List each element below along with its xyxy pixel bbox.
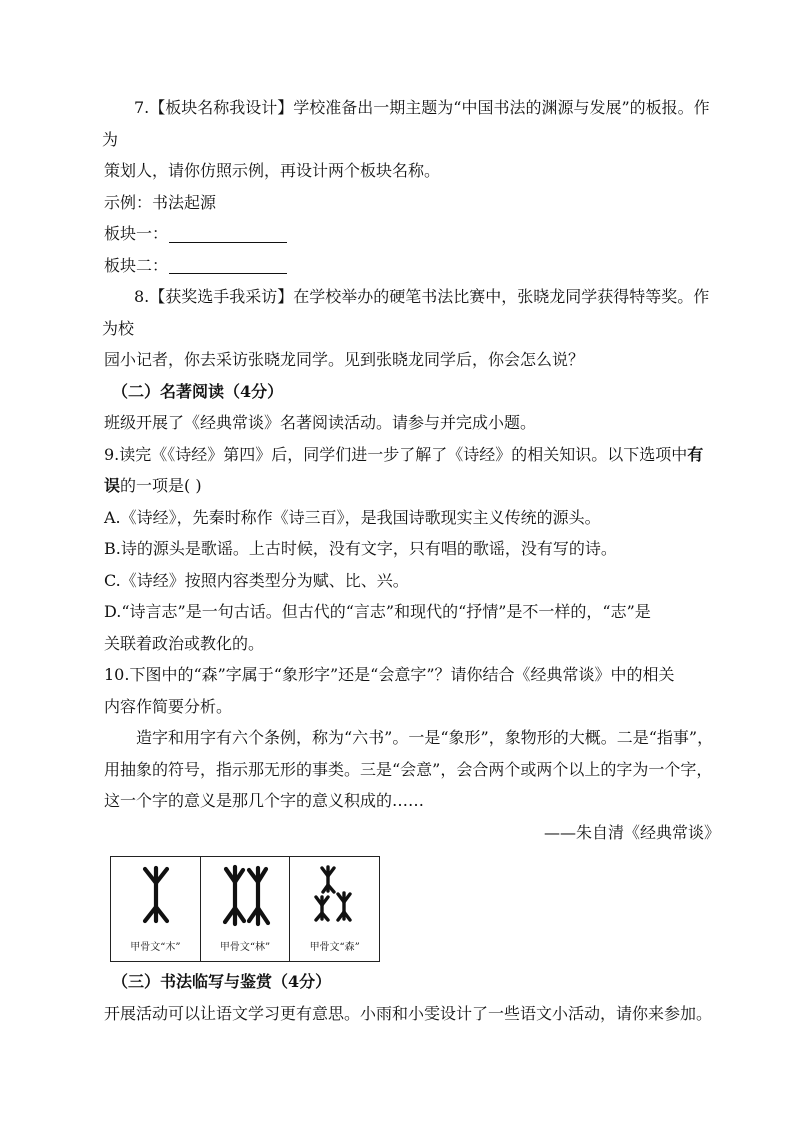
q9-option-b[interactable]: B.诗的源头是歌谣。上古时候，没有文字，只有唱的歌谣，没有写的诗。 <box>104 539 617 558</box>
section3-title: （三）书法临写与鉴赏（4分） <box>112 972 332 991</box>
q10-line2: 内容作简要分析。 <box>104 696 233 716</box>
q7-line2: 策划人，请你仿照示例，再设计两个板块名称。 <box>104 161 441 180</box>
caption-mu: 甲骨文“木” <box>130 942 181 953</box>
q9-option-d-line1[interactable]: D.“诗言志”是一句古话。但古代的“言志”和现代的“抒情”是不一样的，“志”是 <box>104 602 651 621</box>
caption-lin: 甲骨文“林” <box>219 942 271 953</box>
section3-intro: 开展活动可以让语文学习更有意思。小雨和小雯设计了一些语文小活动，请你来参加。 <box>104 1003 713 1023</box>
q7-board1-row <box>104 218 722 250</box>
oracle-sen-glyph <box>290 863 379 931</box>
caption-sen: 甲骨文“森” <box>309 942 360 953</box>
oracle-bone-figure <box>110 856 380 962</box>
q7-board2-label: 板块二： <box>104 255 169 275</box>
q8-line2: 园小记者，你去采访张晓龙同学。见到张晓龙同学后，你会怎么说？ <box>104 350 585 369</box>
q7-board2-row <box>104 250 722 282</box>
q9-line2-text: 的一项是( ) <box>120 476 202 495</box>
q9-line2 <box>104 470 722 502</box>
oracle-lin-glyph <box>201 863 291 931</box>
oracle-cell-mu <box>111 857 201 961</box>
oracle-cell-sen <box>290 857 379 961</box>
q9-option-c[interactable]: C.《诗经》按照内容类型分为赋、比、兴。 <box>104 570 409 590</box>
q8-line1: 8.【获奖选手我采访】在学校举办的硬笔书法比赛中，张晓龙同学获得特等奖。作为校 <box>102 287 710 338</box>
q9-option-a[interactable]: A.《诗经》，先秦时称作《诗三百》，是我国诗歌现实主义传统的源头。 <box>104 507 601 527</box>
section2-title: （二）名著阅读（4分） <box>112 381 284 401</box>
q9-line1 <box>104 439 722 471</box>
section2-intro: 班级开展了《经典常谈》名著阅读活动。请参与并完成小题。 <box>104 413 537 432</box>
q7-board2-blank[interactable] <box>169 273 287 274</box>
q10-quote: 造字和用字有六个条例，称为“六书”。一是“象形”，象物形的大概。二是“指事”，用抽象的符号，指示那无形的事类。三是“会意”，会合两个或两个以上的字为一个字，这一个字的意义是那几个字的意义积成的…… <box>104 728 714 810</box>
q9-line1-text: 9.读完《《诗经》第四》后，同学们进一步了解了《诗经》的相关知识。以下选项中 <box>104 444 688 464</box>
q9-line1-bold: 有 <box>687 444 704 464</box>
q7-board1-label: 板块一： <box>104 224 169 243</box>
oracle-cell-lin <box>201 857 291 961</box>
q9-line2-bold: 误 <box>104 476 121 495</box>
oracle-mu-glyph <box>111 863 201 931</box>
q7-board1-blank[interactable] <box>169 242 287 243</box>
q7-line1: 7.【板块名称我设计】学校准备出一期主题为“中国书法的渊源与发展”的板报。作为 <box>102 98 710 149</box>
q9-option-d-line2: 关联着政治或教化的。 <box>104 633 265 653</box>
q10-quote-source: ——朱自清《经典常谈》 <box>543 822 720 842</box>
q10-line1: 10.下图中的“森”字属于“象形字”还是“会意字”？请你结合《经典常谈》中的相关 <box>104 665 675 684</box>
q7-example: 示例：书法起源 <box>104 192 217 212</box>
